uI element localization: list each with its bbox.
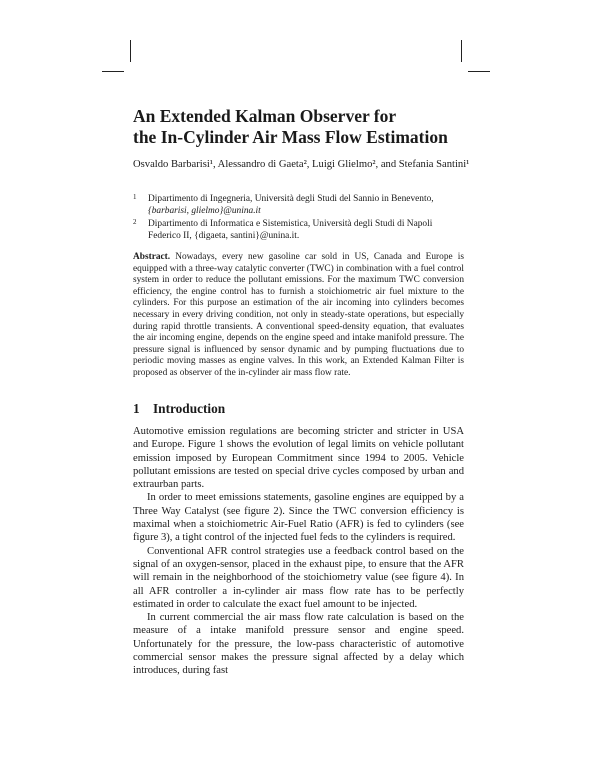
abstract-label: Abstract. bbox=[133, 252, 171, 262]
affiliation-number: 1 bbox=[133, 193, 137, 201]
affiliation-text: Dipartimento di Ingegneria, Università degli Studi del Sannio in Benevento, bbox=[148, 194, 434, 204]
paragraph: Conventional AFR control strategies use a feedback control based on the signal of an oxygen-sensor, placed in the exhaust pipe, to ensure that the AFR will remain in the neighborhood of the stoichiometry value (see figure 4). In all AFR controller a in-cylinder air mass flow rate has to be perfectly estimated in order to calculate the exact fuel amount to be injected. bbox=[133, 545, 464, 610]
crop-mark-top-left-horizontal bbox=[102, 71, 124, 72]
author-list: Osvaldo Barbarisi¹, Alessandro di Gaeta², Luigi Glielmo², and Stefania Santini¹ bbox=[133, 159, 470, 170]
introduction-body bbox=[133, 425, 464, 678]
paragraph: In order to meet emissions statements, gasoline engines are equipped by a Three Way Catalyst (see figure 2). Since the TWC conversion efficiency is maximal when a stoichiometric Air-Fuel Ratio (AFR) is fed to cylinders (see figure 3), a tight control of the injected fuel feds to the cylinders is required. bbox=[133, 492, 464, 544]
section-number: 1 bbox=[133, 401, 140, 416]
abstract bbox=[133, 252, 464, 380]
affiliation-email: Federico II, {digaeta, santini}@unina.it. bbox=[148, 231, 300, 241]
title-line-1: An Extended Kalman Observer for bbox=[133, 106, 397, 126]
affiliation-2 bbox=[133, 218, 463, 242]
affiliation-text: Dipartimento di Informatica e Sistemistica, Università degli Studi di Napoli bbox=[148, 219, 433, 229]
title-line-2: the In-Cylinder Air Mass Flow Estimation bbox=[133, 127, 448, 147]
paper-title bbox=[133, 106, 533, 148]
section-heading-introduction bbox=[133, 401, 464, 417]
crop-mark-top-right-vertical bbox=[461, 40, 462, 62]
affiliation-number: 2 bbox=[133, 218, 137, 226]
abstract-text: Nowadays, every new gasoline car sold in US, Canada and Europe is equipped with a three-way catalytic converter (TWC) in combination with a fuel control system in order to reduce the pollutant emissions. For the maximum TWC conversion efficiency, the engine control has to furnish a stoichiometric air fuel mixture to the cylinders. For this purpose an estimation of the air incoming into cylinders becomes necessary in every driving condition, not only in steady-state operations, but especially during rapid throttle transients. A conventional speed-density equation, that evaluates the air incoming engine, depends on the engine speed and intake manifold pressure. The pressure signal is influenced by sensor dynamic and by pumping fluctuations due to periodic moving masses as engine valves. In this work, an Extended Kalman Filter is proposed as observer of the in-cylinder air mass flow rate. bbox=[133, 252, 464, 378]
affiliations bbox=[133, 193, 463, 243]
crop-mark-top-right-horizontal bbox=[468, 71, 490, 72]
crop-mark-top-left-vertical bbox=[130, 40, 131, 62]
paragraph: Automotive emission regulations are becoming stricter and stricter in USA and Europe. Figure 1 shows the evolution of legal limits on vehicle pollutant emission imposed by European Commitment since 1994 to 2005. Vehicle pollutant emissions are tested on special drive cycles composed by urban and extraurban parts. bbox=[133, 426, 464, 491]
affiliation-email: {barbarisi, glielmo}@unina.it bbox=[148, 206, 261, 216]
paragraph: In current commercial the air mass flow rate calculation is based on the measure of a intake manifold pressure sensor and engine speed. Unfortunately for the pressure, the low-pass characteristic of automotive commercial sensor makes the pressure signal affected by a delay which introduces, during fast bbox=[133, 612, 464, 677]
affiliation-1 bbox=[133, 193, 463, 217]
section-title: Introduction bbox=[153, 401, 226, 416]
